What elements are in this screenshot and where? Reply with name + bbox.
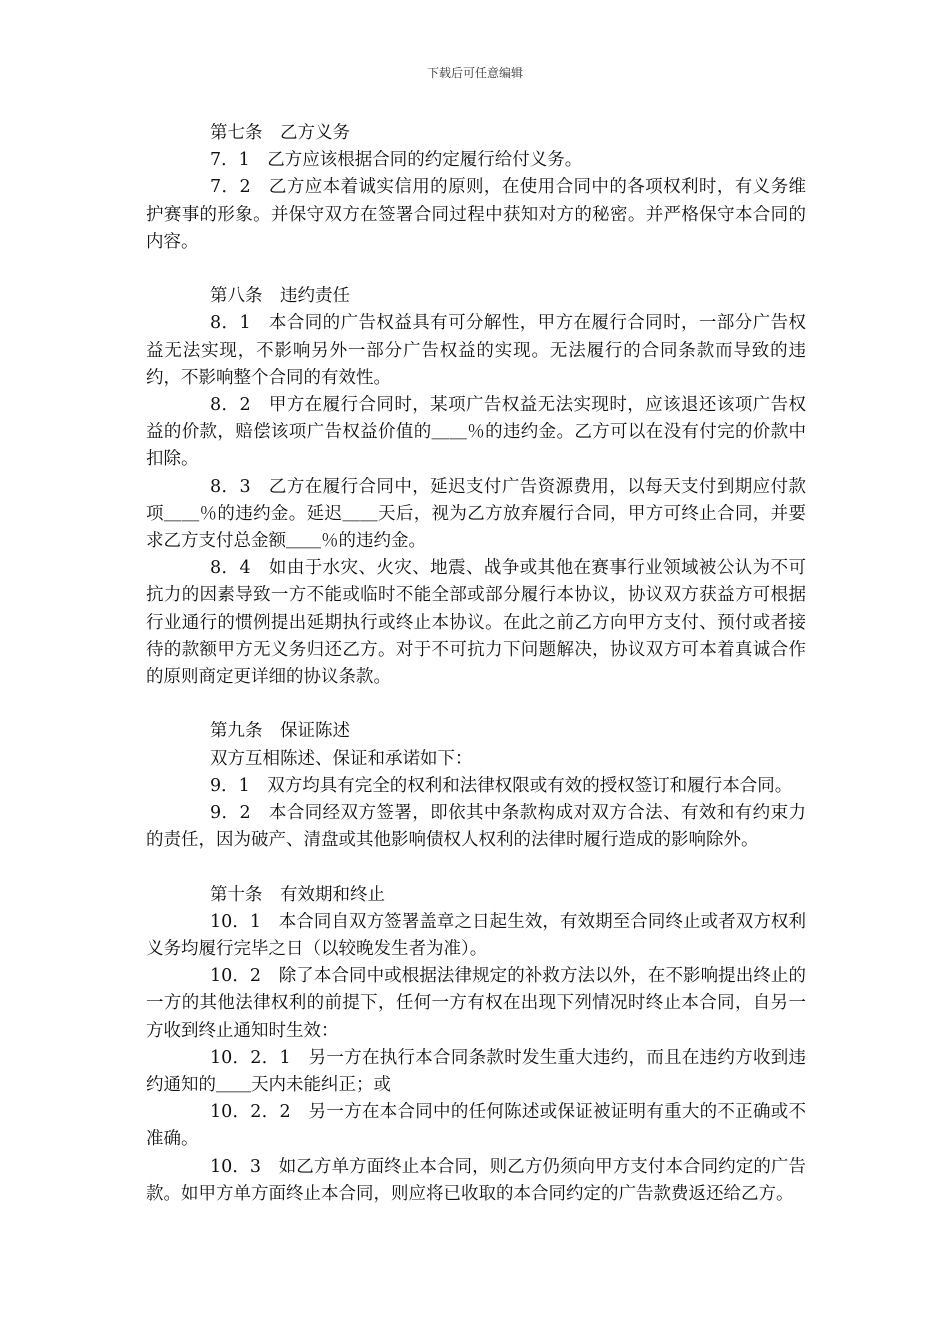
article-9 bbox=[146, 718, 806, 854]
clause-paragraph: 7．2 乙方应本着诚实信用的原则，在使用合同中的各项权利时，有义务维护赛事的形象。并保守双方在签署合同过程中获知对方的秘密。并严格保守本合同的内容。 bbox=[146, 177, 806, 252]
article-7 bbox=[146, 120, 806, 256]
clause-paragraph: 9．1 双方均具有完全的权利和法律权限或有效的授权签订和履行本合同。 bbox=[210, 775, 793, 796]
clause-paragraph: 8．4 如由于水灾、火灾、地震、战争或其他在赛事行业领域被公认为不可抗力的因素导致一方不能或临时不能全部或部分履行本协议，协议双方获益方可根据行业通行的惯例提出延期执行或终止本协议。在此之前乙方向甲方支付、预付或者接待的款额甲方无义务归还乙方。对于不可抗力下问题解决，协议双方可本着真诚合作的原则商定更详细的协议条款。 bbox=[146, 558, 806, 688]
article-10 bbox=[146, 882, 806, 1208]
clause-paragraph: 8．3 乙方在履行合同中，延迟支付广告资源费用，以每天支付到期应付款项＿＿％的违约金。延迟＿＿天后，视为乙方放弃履行合同，甲方可终止合同，并要求乙方支付总金额＿＿％的违约金。 bbox=[146, 476, 806, 552]
clause-paragraph: 8．2 甲方在履行合同时，某项广告权益无法实现时，应该退还该项广告权益的价款，赔偿该项广告权益价值的＿＿％的违约金。乙方可以在没有付完的价款中扣除。 bbox=[146, 395, 806, 470]
article-heading: 第十条 有效期和终止 bbox=[210, 884, 385, 905]
article-8 bbox=[146, 283, 806, 691]
header-note: 下载后可任意编辑 bbox=[426, 66, 523, 80]
clause-paragraph: 9．2 本合同经双方签署，即依其中条款构成对双方合法、有效和有约束力的责任，因为破产、清盘或其他影响债权人权利的法律时履行造成的影响除外。 bbox=[146, 803, 806, 851]
clause-paragraph: 10．2．2 另一方在本合同中的任何陈述或保证被证明有重大的不正确或不准确。 bbox=[146, 1102, 806, 1150]
clause-paragraph: 10．2．1 另一方在执行本合同条款时发生重大违约，而且在违约方收到违约通知的＿＿天内未能纠正；或 bbox=[146, 1047, 806, 1096]
document-body bbox=[146, 120, 806, 1208]
clause-paragraph: 10．2 除了本合同中或根据法律规定的补救方法以外，在不影响提出终止的一方的其他法律权利的前提下，任何一方有权在出现下列情况时终止本合同，自另一方收到终止通知时生效： bbox=[146, 966, 806, 1041]
clause-paragraph: 双方互相陈述、保证和承诺如下： bbox=[210, 748, 473, 769]
article-heading: 第八条 违约责任 bbox=[210, 286, 350, 307]
clause-paragraph: 7．1 乙方应该根据合同的约定履行给付义务。 bbox=[210, 150, 583, 171]
article-heading: 第七条 乙方义务 bbox=[210, 123, 350, 143]
article-heading: 第九条 保证陈述 bbox=[210, 721, 350, 742]
clause-paragraph: 10．3 如乙方单方面终止本合同，则乙方仍须向甲方支付本合同约定的广告款。如甲方单方面终止本合同，则应将已收取的本合同约定的广告款费返还给乙方。 bbox=[146, 1156, 806, 1204]
clause-paragraph: 8．1 本合同的广告权益具有可分解性，甲方在履行合同时，一部分广告权益无法实现，不影响另外一部分广告权益的实现。无法履行的合同条款而导致的违约，不影响整个合同的有效性。 bbox=[146, 313, 806, 388]
clause-paragraph: 10．1 本合同自双方签署盖章之日起生效，有效期至合同终止或者双方权利义务均履行完毕之日（以较晚发生者为准）。 bbox=[146, 911, 806, 960]
